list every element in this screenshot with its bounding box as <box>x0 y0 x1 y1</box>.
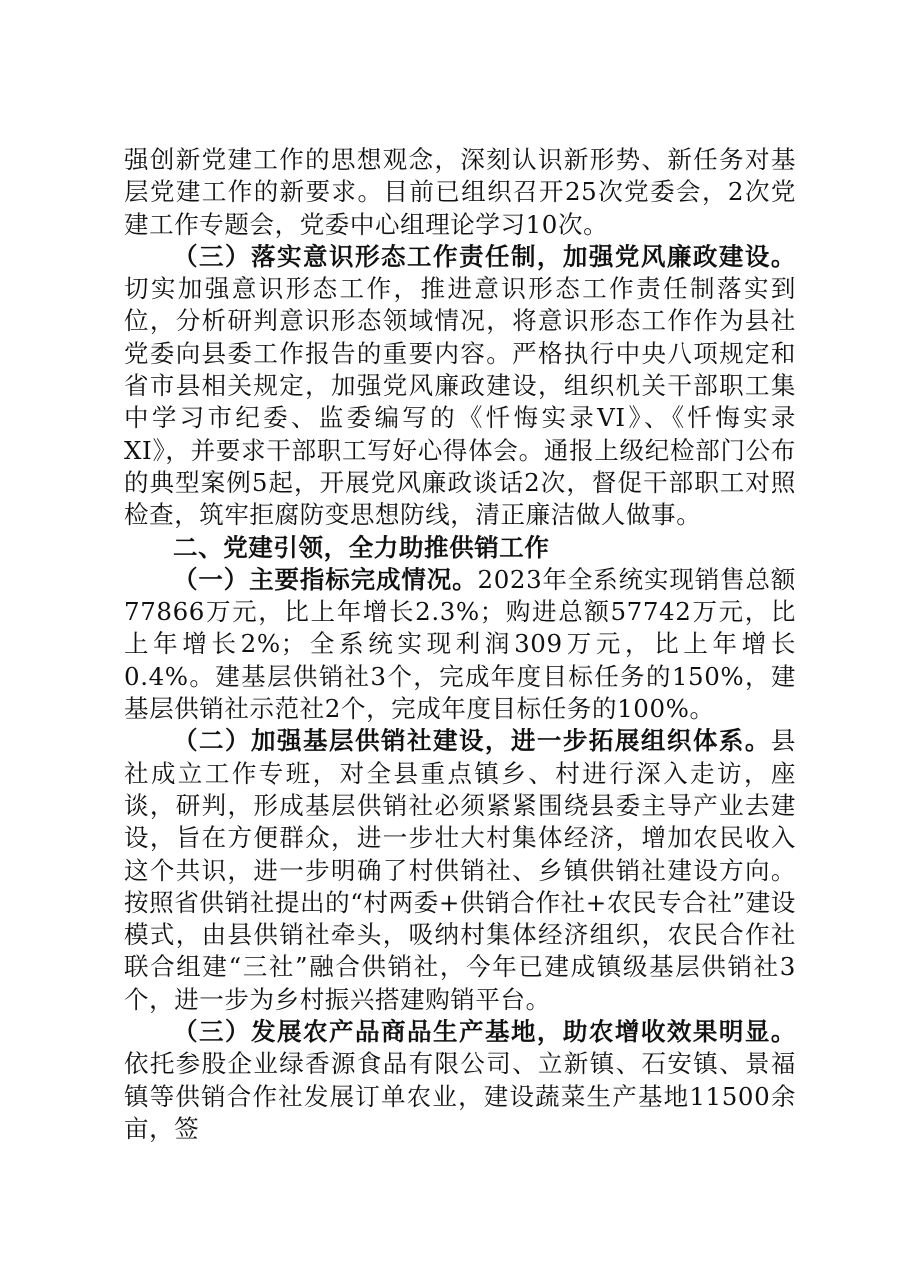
paragraph-text: 依托参股企业绿香源食品有限公司、立新镇、石安镇、景福镇等供销合作社发展订单农业，建设蔬菜生产基地11500余亩，签 <box>124 1049 796 1143</box>
paragraph-lead: （三）落实意识形态工作责任制，加强党风廉政建设。 <box>173 241 796 271</box>
paragraph-lead: （三）发展农产品商品生产基地，助农增收效果明显。 <box>173 1017 796 1047</box>
paragraph-text: 2023年全系统实现销售总额77866万元，比上年增长2.3%；购进总额57742万元，比上年增长2%；全系统实现利润309万元，比上年增长0.4%。建基层供销社3个，完成年度目标任务的150%，建基层供销社示范社2个，完成年度目标任务的100%。 <box>124 564 796 724</box>
paragraph-ideology-responsibility <box>124 241 796 532</box>
paragraph-grassroots-coop <box>124 725 796 1016</box>
paragraph-production-base <box>124 1016 796 1145</box>
paragraph-text: 强创新党建工作的思想观念，深刻认识新形势、新任务对基层党建工作的新要求。目前已组织召开25次党委会，2次党建工作专题会，党委中心组理论学习10次。 <box>124 145 796 239</box>
section-heading: 二、党建引领，全力助推供销工作 <box>173 532 550 562</box>
paragraph-lead: （二）加强基层供销社建设，进一步拓展组织体系。 <box>173 726 771 756</box>
paragraph-lead: （一）主要指标完成情况。 <box>173 564 478 594</box>
paragraph-continuation <box>124 144 796 241</box>
paragraph-text: 县社成立工作专班，对全县重点镇乡、村进行深入走访，座谈，研判，形成基层供销社必须紧紧围绕县委主导产业去建设，旨在方便群众，进一步壮大村集体经济，增加农民收入这个共识，进一步明确了村供销社、乡镇供销社建设方向。按照省供销社提出的“村两委+供销合作社+农民专合社”建设模式，由县供销社牵头，吸纳村集体经济组织，农民合作社联合组建“三社”融合供销社，今年已建成镇级基层供销社3个，进一步为乡村振兴搭建购销平台。 <box>124 726 796 1014</box>
paragraph-main-indicators <box>124 564 796 725</box>
document-page <box>124 144 796 1145</box>
paragraph-text: 切实加强意识形态工作，推进意识形态工作责任制落实到位，分析研判意识形态领域情况，将意识形态工作作为县社党委向县委工作报告的重要内容。严格执行中央八项规定和省市县相关规定，加强党风廉政建设，组织机关干部职工集中学习市纪委、监委编写的《忏悔实录VI》、《忏悔实录XI》，并要求干部职工写好心得体会。通报上级纪检部门公布的典型案例5起，开展党风廉政谈话2次，督促干部职工对照检查，筑牢拒腐防变思想防线，清正廉洁做人做事。 <box>124 274 796 530</box>
